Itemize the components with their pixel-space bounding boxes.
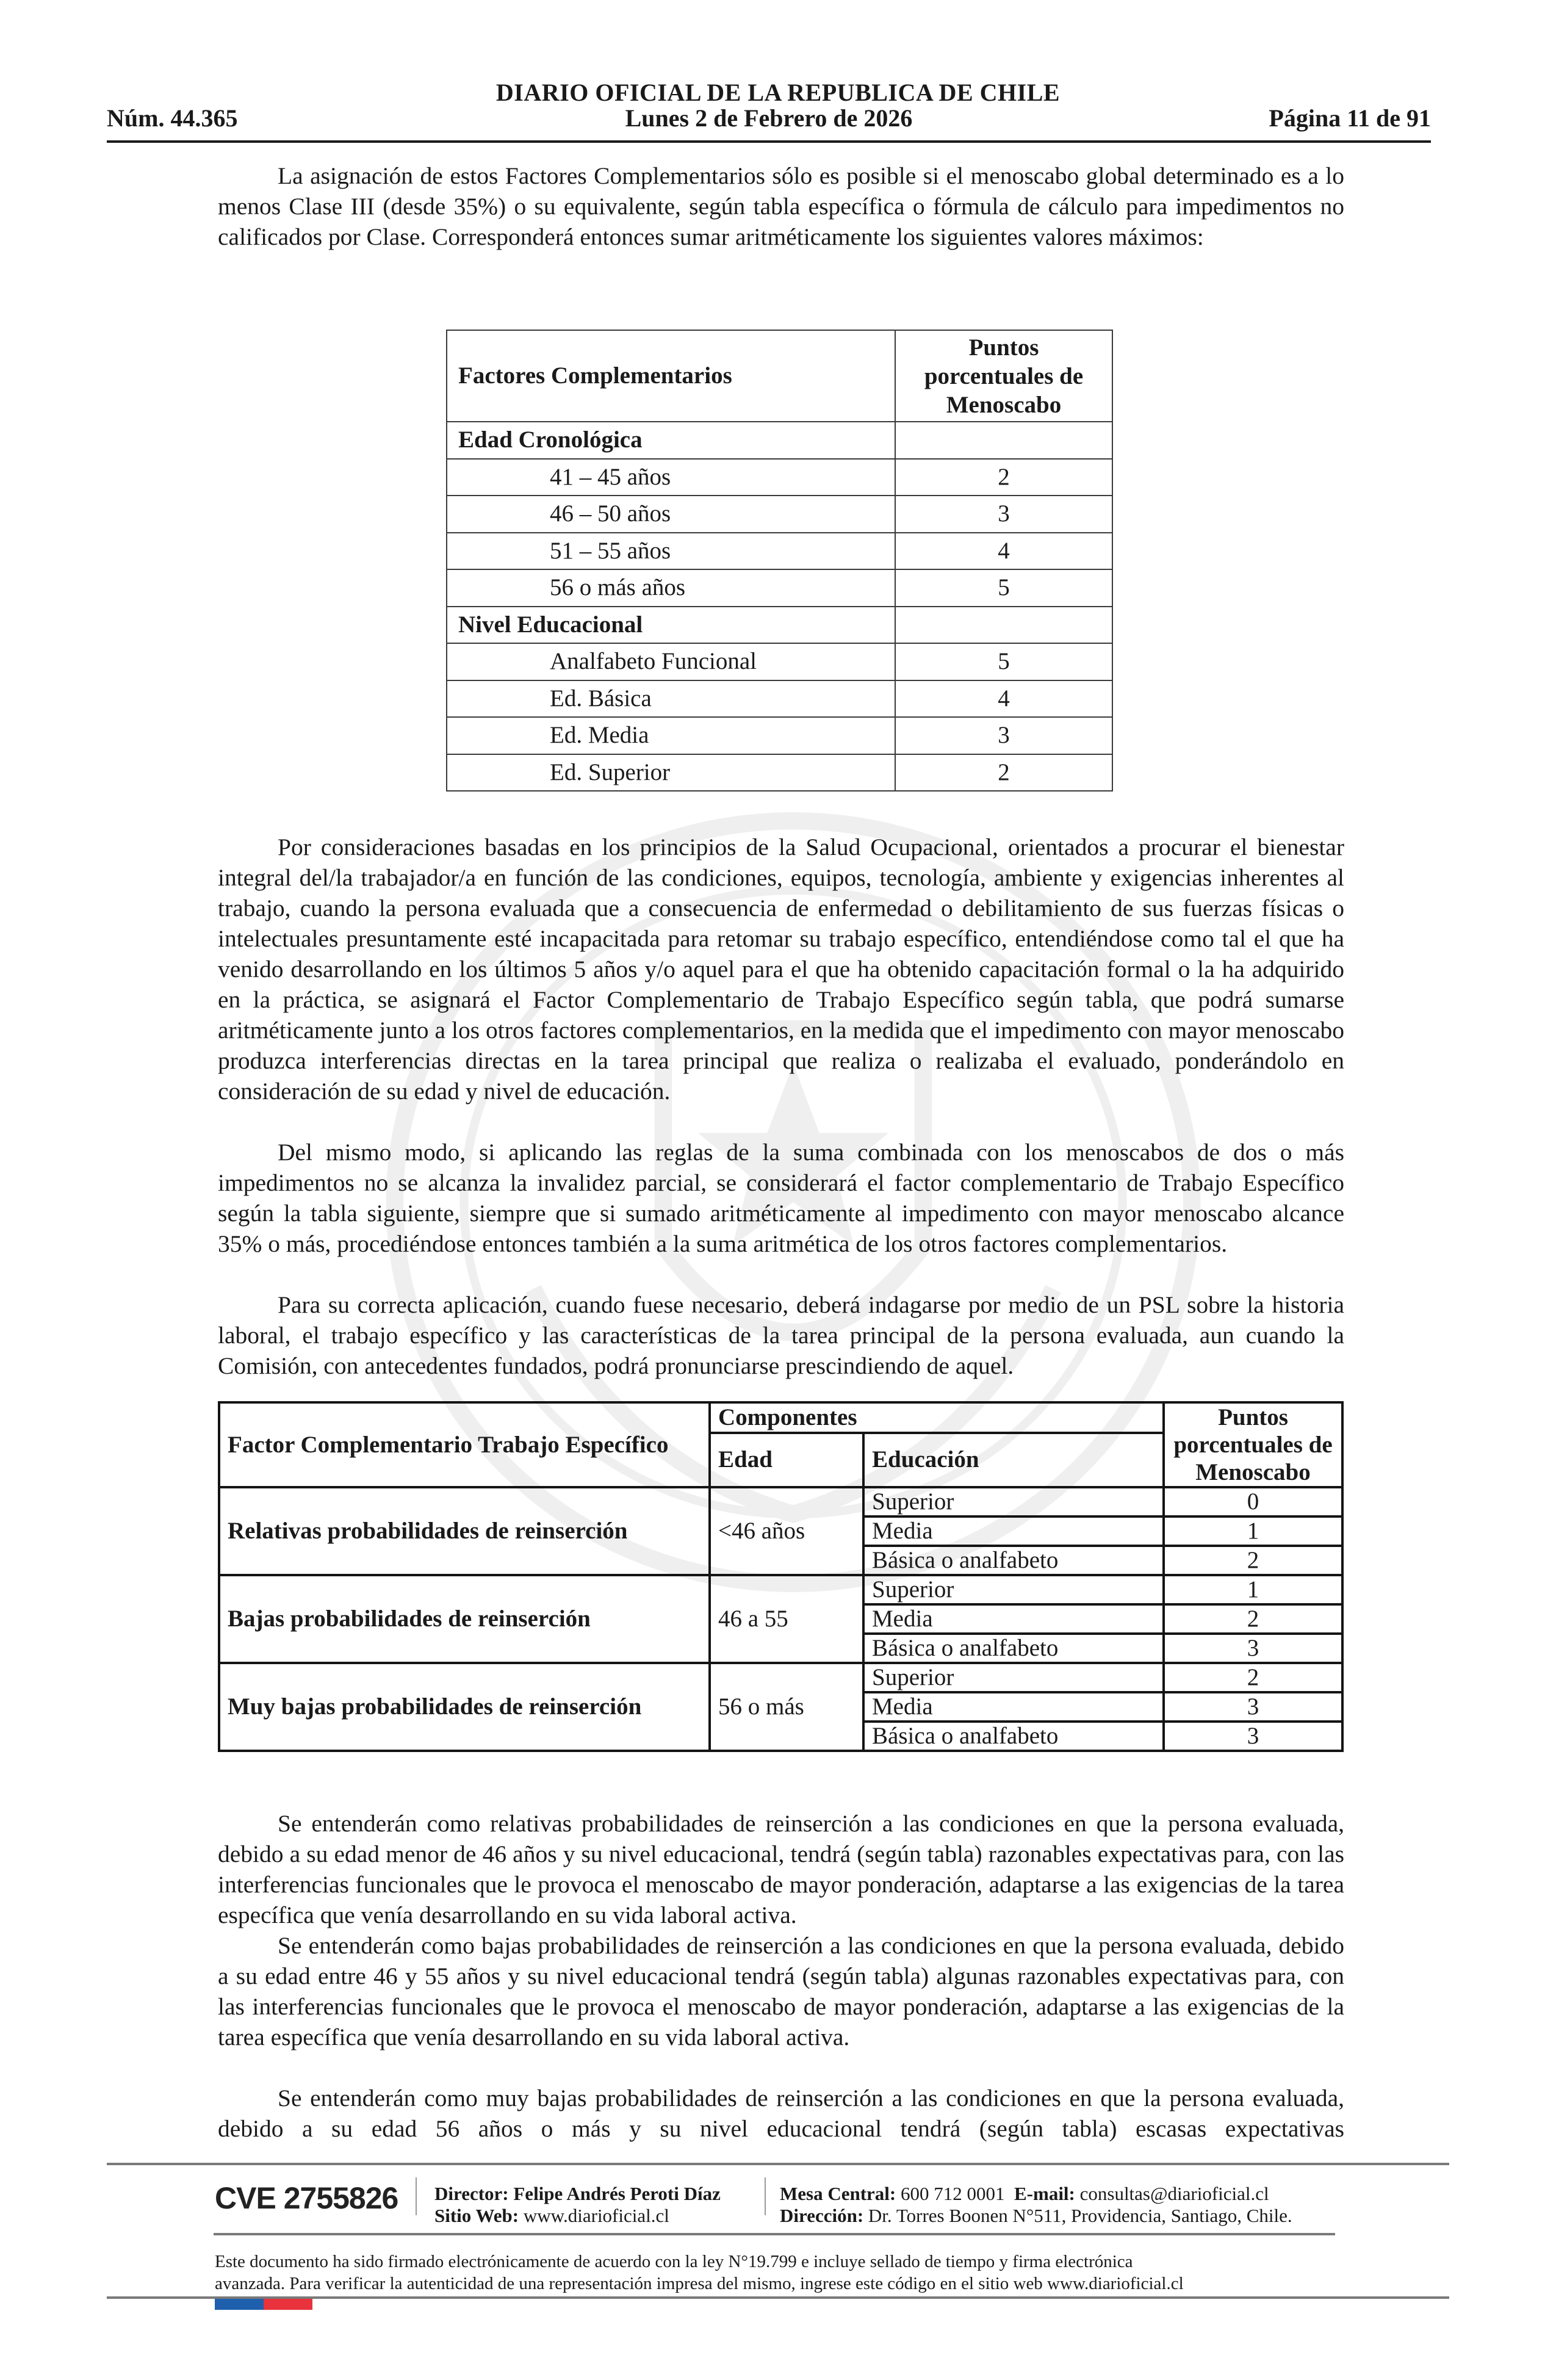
column-header-edad: Edad (710, 1433, 863, 1487)
table-row (219, 1487, 1342, 1516)
footer-separator (765, 2177, 766, 2215)
table-row (447, 459, 1112, 496)
column-header-educacion: Educación (863, 1433, 1164, 1487)
section-label: Nivel Educacional (447, 607, 895, 644)
phone-number: 600 712 0001 (901, 2183, 1005, 2204)
issue-date: Lunes 2 de Febrero de 2026 (625, 104, 913, 132)
row-value: 3 (895, 496, 1112, 533)
column-header-puntos: Puntos porcentuales de Menoscabo (1164, 1402, 1342, 1487)
table-row (447, 422, 1112, 459)
column-header-componentes: Componentes (710, 1402, 1164, 1433)
row-educacion: Media (863, 1692, 1164, 1722)
footer-divider-middle (214, 2233, 1335, 2235)
row-label: Ed. Media (447, 717, 895, 754)
table-row (219, 1575, 1342, 1604)
table-header-row (219, 1402, 1342, 1433)
paragraph-relativas: Se entenderán como relativas probabilidades de reinserción a las condiciones en que la persona evaluada, debido a su edad menor de 46 años y su nivel educacional, tendrá (según tabla) razonables expectativas para, con las interferencias funcionales que le provoca el menoscabo de mayor ponderación, adaptarse a las exigencias de la tarea específica que venía desarrollando en su vida laboral activa. (218, 1810, 1344, 1928)
row-puntos: 0 (1164, 1487, 1342, 1516)
row-educacion: Superior (863, 1663, 1164, 1692)
row-value: 2 (895, 754, 1112, 792)
row-educacion: Básica o analfabeto (863, 1722, 1164, 1751)
header-row (107, 104, 1431, 134)
header-divider (107, 140, 1431, 143)
row-educacion: Superior (863, 1487, 1164, 1516)
row-educacion: Básica o analfabeto (863, 1546, 1164, 1575)
group-factor: Relativas probabilidades de reinserción (219, 1487, 710, 1575)
page-indicator: Página 11 de 91 (1269, 104, 1431, 132)
row-label: 56 o más años (447, 569, 895, 607)
row-educacion: Media (863, 1604, 1164, 1634)
director-name: Felipe Andrés Peroti Díaz (513, 2183, 721, 2204)
legal-notice: Este documento ha sido firmado electrónicamente de acuerdo con la ley N°19.799 e incluye sellado de tiempo y firma electrónica avanzada. Para verificar la autenticidad de una representación impresa del mismo, ingrese este código en el sitio web www.diarioficial.cl (215, 2252, 1184, 2293)
section-label: Edad Cronológica (447, 422, 895, 459)
table-row (219, 1663, 1342, 1692)
row-value: 5 (895, 569, 1112, 607)
footer-divider-top (107, 2163, 1449, 2165)
row-value: 5 (895, 643, 1112, 680)
flag-stripe-blue (215, 2299, 264, 2310)
group-factor: Bajas probabilidades de reinserción (219, 1575, 710, 1663)
issue-number: Núm. 44.365 (107, 104, 238, 132)
row-label: Analfabeto Funcional (447, 643, 895, 680)
table-row (447, 569, 1112, 607)
table-row (447, 643, 1112, 680)
table-row (447, 496, 1112, 533)
trabajo-especifico-table (218, 1401, 1344, 1752)
table-row (447, 717, 1112, 754)
row-value: 2 (895, 459, 1112, 496)
row-puntos: 2 (1164, 1663, 1342, 1692)
row-value: 3 (895, 717, 1112, 754)
masthead-title: DIARIO OFICIAL DE LA REPUBLICA DE CHILE (495, 79, 1061, 106)
column-header-factores: Factores Complementarios (447, 330, 895, 422)
table-row (447, 533, 1112, 570)
paragraph-suma-combinada: Del mismo modo, si aplicando las reglas de la suma combinada con los menoscabos de dos o más impedimentos no se alcanza la invalidez parcial, se considerará el factor complementario de Trabajo Específico según la tabla siguiente, siempre que si sumado aritméticamente al impedimento con mayor menoscabo alcance 35% o más, procediéndose entonces también a la suma aritmética de los otros factores complementarios. (218, 1139, 1344, 1257)
row-educacion: Superior (863, 1575, 1164, 1604)
row-puntos: 1 (1164, 1516, 1342, 1546)
website-link[interactable]: www.diarioficial.cl (523, 2205, 669, 2226)
row-puntos: 1 (1164, 1575, 1342, 1604)
footer-separator (416, 2177, 417, 2215)
row-puntos: 3 (1164, 1634, 1342, 1663)
paragraph-muy-bajas: Se entenderán como muy bajas probabilidades de reinserción a las condiciones en que la persona evaluada, debido a su edad 56 años o más y su nivel educacional tendrá (según tabla) escasas expectativas (218, 2085, 1344, 2142)
row-puntos: 2 (1164, 1604, 1342, 1634)
row-puntos: 3 (1164, 1692, 1342, 1722)
row-educacion: Media (863, 1516, 1164, 1546)
table-row (447, 754, 1112, 792)
group-edad: 56 o más (710, 1663, 863, 1751)
row-value: 4 (895, 680, 1112, 718)
group-factor: Muy bajas probabilidades de reinserción (219, 1663, 710, 1751)
group-edad: <46 años (710, 1487, 863, 1575)
row-educacion: Básica o analfabeto (863, 1634, 1164, 1663)
table-row (447, 680, 1112, 718)
row-label: Ed. Básica (447, 680, 895, 718)
email-link[interactable]: consultas@diarioficial.cl (1079, 2183, 1269, 2204)
row-label: 41 – 45 años (447, 459, 895, 496)
row-label: Ed. Superior (447, 754, 895, 792)
row-value: 4 (895, 533, 1112, 570)
column-header-puntos: Puntos porcentuales de Menoscabo (895, 330, 1112, 422)
group-edad: 46 a 55 (710, 1575, 863, 1663)
column-header-factor: Factor Complementario Trabajo Específico (219, 1402, 710, 1487)
paragraph-bajas: Se entenderán como bajas probabilidades de reinserción a las condiciones en que la persona evaluada, debido a su edad entre 46 y 55 años y su nivel educacional tendrá (según tabla) algunas razonables expectativas para, con las interferencias funcionales que le provoca el menoscabo de mayor ponderación, adaptarse a las exigencias de la tarea específica que venía desarrollando en su vida laboral activa. (218, 1932, 1344, 2050)
footer-director-block: Director: Felipe Andrés Peroti Díaz Sitio Web: www.diarioficial.cl (434, 2183, 721, 2226)
paragraph-salud-ocupacional: Por consideraciones basadas en los principios de la Salud Ocupacional, orientados a procurar el bienestar integral del/la trabajador/a en función de las condiciones, equipos, tecnología, ambiente y exigencias inherentes al trabajo, cuando la persona evaluada que a consecuencia de enfermedad o debilitamiento de sus fuerzas físicas o intelectuales presuntamente esté incapacitada para retomar su trabajo específico, entendiéndose como tal el que ha venido desarrollando en los últimos 5 años y/o aquel para el que ha obtenido capacitación formal o la ha adquirido en la práctica, se asignará el Factor Complementario de Trabajo Específico según tabla, que podrá sumarse aritméticamente junto a los otros factores complementarios, en la medida que el impedimento con mayor menoscabo produzca interferencias directas en la tarea principal que realiza o realizaba el evaluado, ponderándolo en consideración de su edad y nivel de educación. (218, 834, 1344, 1105)
row-puntos: 2 (1164, 1546, 1342, 1575)
factores-complementarios-table (446, 330, 1113, 792)
flag-stripe-red (264, 2299, 312, 2310)
table-header-row (447, 330, 1112, 422)
paragraph-aplicacion: Para su correcta aplicación, cuando fuese necesario, deberá indagarse por medio de un PSL sobre la historia laboral, el trabajo específico y las características de la tarea principal de la persona evaluada, aun cuando la Comisión, con antecedentes fundados, podrá pronunciarse prescindiendo de aquel. (218, 1291, 1344, 1379)
address: Dr. Torres Boonen N°511, Providencia, Santiago, Chile. (868, 2205, 1292, 2226)
paragraph-intro: La asignación de estos Factores Complementarios sólo es posible si el menoscabo global determinado es a lo menos Clase III (desde 35%) o su equivalente, según tabla específica o fórmula de cálculo para impedimentos no calificados por Clase. Corresponderá entonces sumar aritméticamente los siguientes valores máximos: (218, 162, 1344, 250)
row-puntos: 3 (1164, 1722, 1342, 1751)
cve-code: CVE 2755826 (215, 2181, 398, 2215)
row-label: 46 – 50 años (447, 496, 895, 533)
table-row (447, 607, 1112, 644)
footer-contact-block: Mesa Central: 600 712 0001 E-mail: consultas@diarioficial.cl Dirección: Dr. Torres Boonen N°511, Providencia, Santiago, Chile. (780, 2183, 1292, 2226)
row-label: 51 – 55 años (447, 533, 895, 570)
